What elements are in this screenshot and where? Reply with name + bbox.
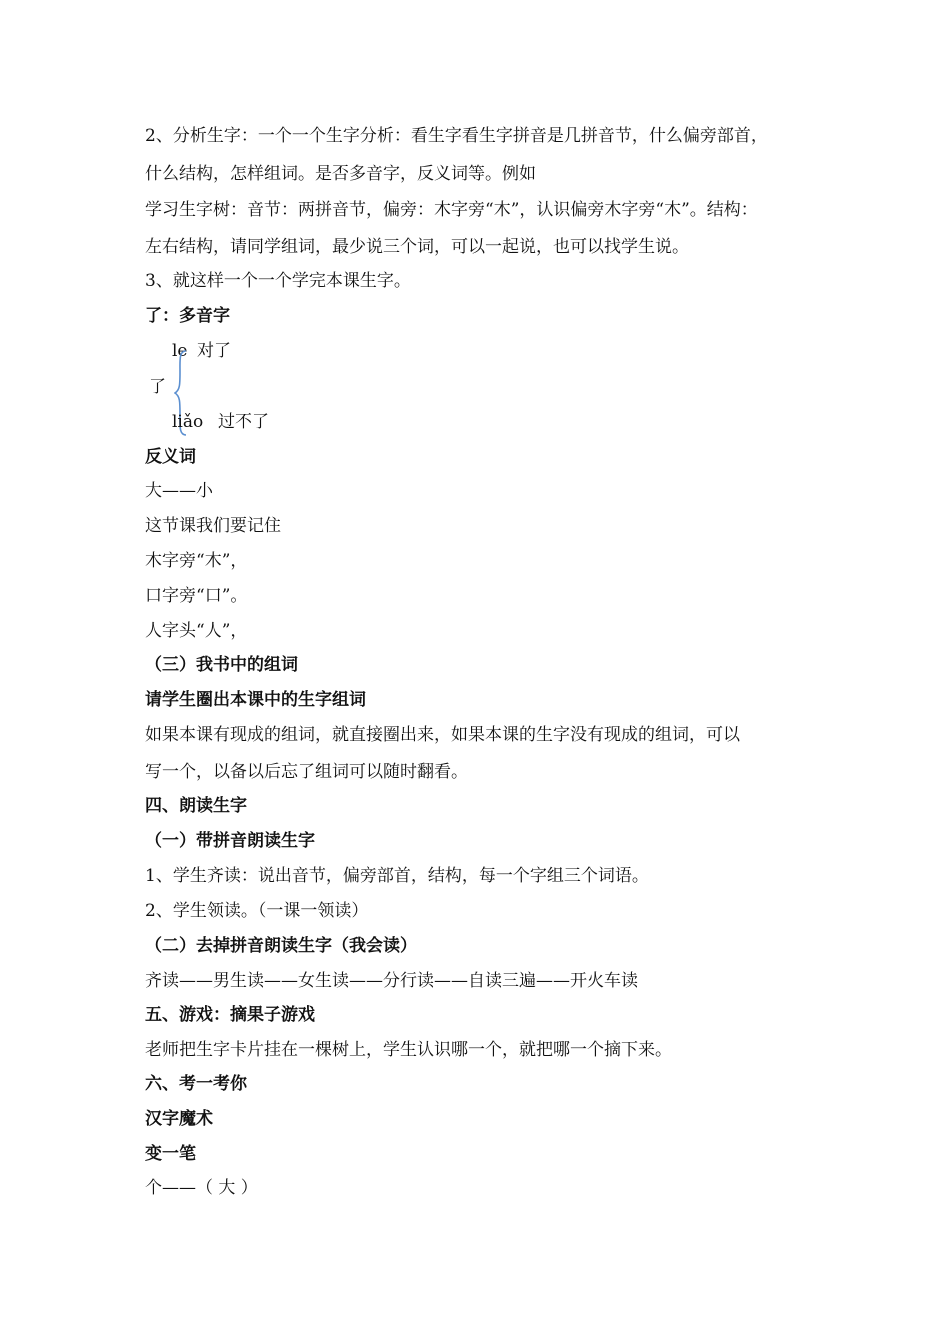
polyphone-char: 了: [149, 377, 166, 397]
paragraph-analyze-line2: 什么结构，怎样组词。是否多音字，反义词等。例如: [145, 164, 536, 184]
section6-heading: 六、考一考你: [145, 1074, 247, 1094]
antonym-heading: 反义词: [145, 447, 196, 467]
section3-subheading: 请学生圈出本课中的生字组词: [145, 690, 366, 710]
remember-item-3: 人字头“人”，: [145, 621, 248, 641]
pinyin-word-1: 对了: [197, 341, 231, 361]
remember-item-1: 木字旁“木”，: [145, 551, 248, 571]
section6-sub1: 汉字魔术: [145, 1109, 213, 1129]
section4-item1: 1、学生齐读：说出音节，偏旁部首，结构，每一个字组三个词语。: [145, 866, 649, 886]
paragraph-analyze-line1: 2、分析生字：一个一个生字分析：看生字看生字拼音是几拼音节，什么偏旁部首，: [145, 126, 768, 146]
section3-heading: （三）我书中的组词: [145, 655, 298, 675]
section4-sub2: （二）去掉拼音朗读生字（我会读）: [145, 936, 417, 956]
paragraph-step3: 3、就这样一个一个学完本课生字。: [145, 271, 411, 291]
section4-sub1: （一）带拼音朗读生字: [145, 831, 315, 851]
remember-intro: 这节课我们要记住: [145, 516, 281, 536]
remember-item-2: 口字旁“口”。: [145, 586, 248, 606]
paragraph-tree-line2: 左右结构，请同学组词，最少说三个词，可以一起说，也可以找学生说。: [145, 237, 689, 257]
section5-heading: 五、游戏：摘果子游戏: [145, 1005, 315, 1025]
paragraph-tree-line1: 学习生字树：音节：两拼音节，偏旁：木字旁“木”，认识偏旁木字旁“木”。结构：: [145, 200, 758, 220]
section4-sequence: 齐读——男生读——女生读——分行读——自读三遍——开火车读: [145, 971, 638, 991]
section4-item2: 2、学生领读。（一课一领读）: [145, 901, 369, 921]
section6-example: 个——（ 大 ）: [145, 1178, 258, 1198]
antonym-pair: 大——小: [145, 481, 213, 501]
pinyin-reading-1: le: [172, 341, 188, 361]
section3-body-line2: 写一个，以备以后忘了组词可以随时翻看。: [145, 762, 468, 782]
section4-heading: 四、朗读生字: [145, 796, 247, 816]
pinyin-word-2: 过不了: [218, 412, 269, 432]
section6-sub2: 变一笔: [145, 1144, 196, 1164]
section3-body-line1: 如果本课有现成的组词，就直接圈出来，如果本课的生字没有现成的组词，可以: [145, 725, 740, 745]
polyphone-heading: 了：多音字: [145, 306, 230, 326]
pinyin-reading-2: liǎo: [172, 412, 204, 432]
section5-body: 老师把生字卡片挂在一棵树上，学生认识哪一个，就把哪一个摘下来。: [145, 1040, 672, 1060]
